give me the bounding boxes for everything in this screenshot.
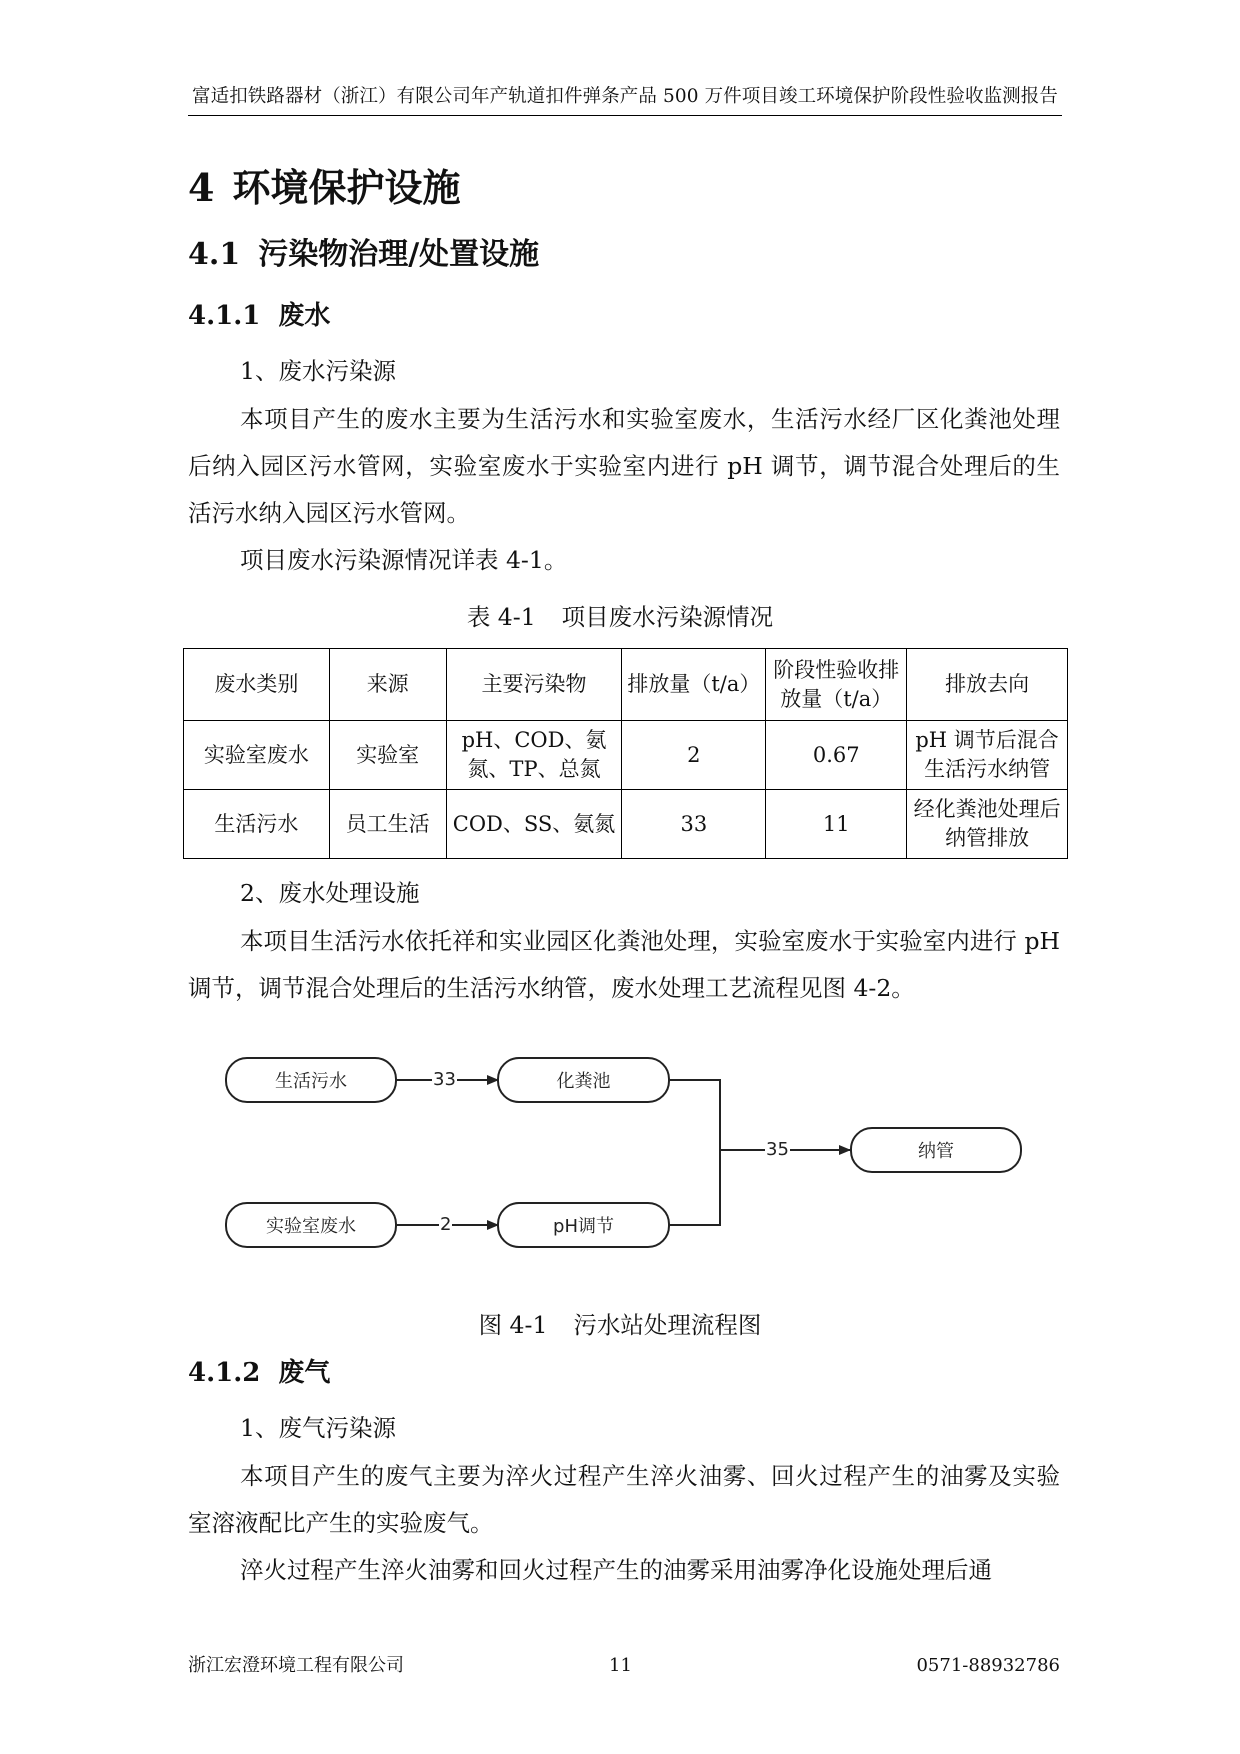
- running-header: 富适扣铁路器材（浙江）有限公司年产轨道扣件弹条产品 500 万件项目竣工环境保护阶段性验收监测报告: [192, 86, 1058, 107]
- section-number: 4.1.2: [188, 1358, 261, 1388]
- table-header-cell: 来源: [329, 649, 446, 721]
- section-heading-4-1-2: [188, 1355, 330, 1391]
- figure-caption-title: 污水站处理流程图: [573, 1311, 762, 1339]
- table-row: [184, 790, 1068, 859]
- footer-company: 浙江宏澄环境工程有限公司: [188, 1655, 404, 1676]
- table-cell: pH、COD、氨氮、TP、总氮: [446, 721, 622, 790]
- table-cell: 实验室: [329, 721, 446, 790]
- wastewater-flow-diagram: [220, 1050, 1040, 1250]
- section-number: 4.1: [188, 237, 241, 272]
- paragraph-oil-mist-treatment: 淬火过程产生淬火油雾和回火过程产生的油雾采用油雾净化设施处理后通: [240, 1556, 992, 1584]
- table-row: [184, 721, 1068, 790]
- table-cell: 11: [766, 790, 907, 859]
- section-number: 4.1.1: [188, 301, 261, 331]
- section-heading-4: [188, 163, 460, 213]
- section-title: 污染物治理/处置设施: [258, 237, 540, 272]
- node-ph-adjustment: pH调节: [497, 1202, 670, 1248]
- table-header-row: [184, 649, 1068, 721]
- merge-line: [670, 1080, 720, 1225]
- table-cell: 生活污水: [184, 790, 330, 859]
- node-domestic-sewage: 生活污水: [225, 1057, 397, 1103]
- list-item-wastewater-facilities: 2、废水处理设施: [240, 879, 420, 907]
- flow-label-domestic: 33: [433, 1069, 456, 1090]
- table-header-cell: 阶段性验收排放量（t/a）: [766, 649, 907, 721]
- section-number: 4: [188, 165, 215, 210]
- list-item-wastewater-source: 1、废水污染源: [240, 357, 396, 385]
- figure-caption: [0, 1308, 1240, 1342]
- figure-caption-number: 图 4-1: [478, 1311, 548, 1339]
- paragraph-wastewater-treatment: 本项目生活污水依托祥和实业园区化粪池处理，实验室废水于实验室内进行 pH 调节，调节混合处理后的生活污水纳管，废水处理工艺流程见图 4-2。: [188, 927, 1060, 1002]
- flow-label-lab: 2: [440, 1214, 452, 1235]
- table-header-cell: 废水类别: [184, 649, 330, 721]
- node-septic-tank: 化粪池: [497, 1057, 670, 1103]
- footer-page-number: 11: [609, 1655, 632, 1676]
- table-cell: 0.67: [766, 721, 907, 790]
- table-cell: 实验室废水: [184, 721, 330, 790]
- node-lab-wastewater: 实验室废水: [225, 1202, 397, 1248]
- table-caption-number: 表 4-1: [466, 603, 536, 631]
- table-header-cell: 排放去向: [907, 649, 1068, 721]
- paragraph-exhaust-sources: 本项目产生的废气主要为淬火过程产生淬火油雾、回火过程产生的油雾及实验室溶液配比产生的实验废气。: [188, 1462, 1060, 1537]
- paragraph-wastewater-sources: 本项目产生的废水主要为生活污水和实验室废水，生活污水经厂区化粪池处理后纳入园区污水管网，实验室废水于实验室内进行 pH 调节，调节混合处理后的生活污水纳入园区污水管网。: [188, 405, 1060, 527]
- table-cell: 33: [622, 790, 766, 859]
- section-heading-4-1: [188, 235, 539, 275]
- wastewater-source-table: [183, 648, 1068, 859]
- table-caption-title: 项目废水污染源情况: [561, 603, 774, 631]
- header-rule: [188, 115, 1062, 116]
- table-cell: COD、SS、氨氮: [446, 790, 622, 859]
- table-header-cell: 排放量（t/a）: [622, 649, 766, 721]
- table-header-cell: 主要污染物: [446, 649, 622, 721]
- node-sewer-discharge: 纳管: [850, 1127, 1022, 1173]
- flow-label-total: 35: [766, 1139, 789, 1160]
- table-cell: 员工生活: [329, 790, 446, 859]
- section-title: 环境保护设施: [232, 165, 461, 210]
- table-cell: pH 调节后混合生活污水纳管: [907, 721, 1068, 790]
- table-cell: 经化粪池处理后纳管排放: [907, 790, 1068, 859]
- section-heading-4-1-1: [188, 298, 330, 334]
- list-item-exhaust-source: 1、废气污染源: [240, 1414, 396, 1442]
- section-title: 废气: [278, 1358, 331, 1388]
- table-cell: 2: [622, 721, 766, 790]
- paragraph-table-reference: 项目废水污染源情况详表 4-1。: [240, 546, 568, 574]
- table-caption: [0, 600, 1240, 634]
- section-title: 废水: [278, 301, 331, 331]
- footer-phone: 0571-88932786: [916, 1655, 1060, 1676]
